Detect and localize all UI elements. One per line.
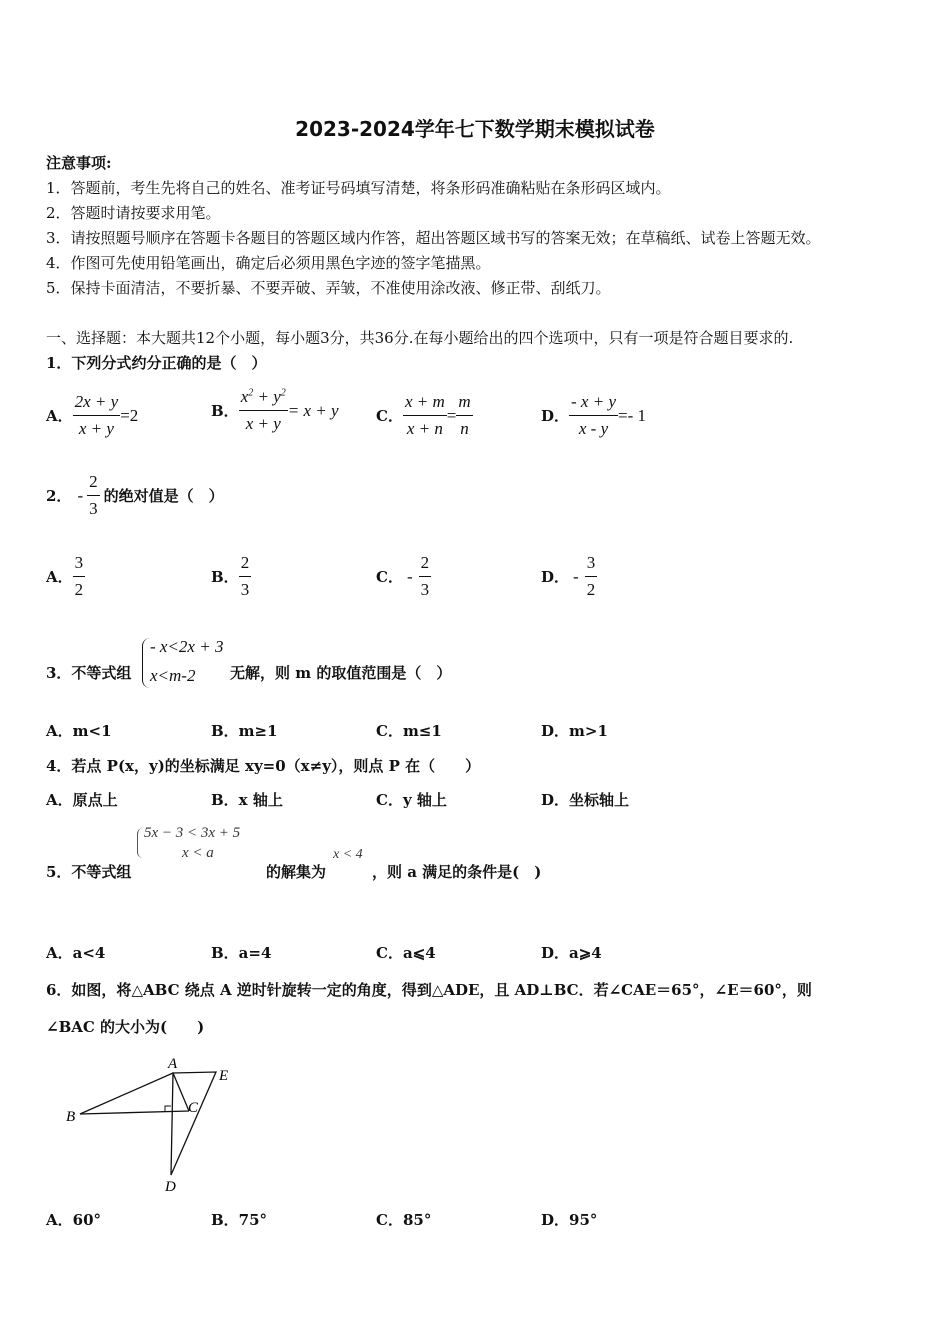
q5-ineq-1: 5x − 3 < 3x + 5 [144, 825, 241, 841]
fraction: $\frac{m}{n}$ [458, 392, 471, 438]
q5-option-d: D．a⩾4 [541, 944, 602, 962]
q4-stem: 4．若点 P(x，y)的坐标满足 xy=0（x≠y），则点 P 在（ ） [46, 757, 481, 775]
label-c: C [188, 1100, 199, 1116]
q5-stem-mid: 的解集为 [266, 863, 327, 881]
q2-option-b: B． $\frac{2}{3}$ [211, 553, 250, 599]
q6-option-b: B．75° [211, 1211, 268, 1229]
label-d: D [165, 1179, 176, 1195]
notice-item: 1．答题前，考生先将自己的姓名、准考证号码填写清楚，将条形码准确粘贴在条形码区域内。 [46, 179, 671, 197]
q6-option-a: A．60° [46, 1211, 102, 1229]
q6-option-d: D．95° [541, 1211, 598, 1229]
fraction: $\frac{2}{3}$ [89, 472, 98, 518]
q2-option-a: A． $\frac{3}{2}$ [46, 553, 84, 599]
q1-option-d: D． $\frac{- x + y}{x - y}$ =- 1 [541, 392, 646, 438]
q3-option-c: C．m≤1 [376, 722, 442, 740]
q5-solution: x < 4 [333, 847, 363, 862]
q5-stem-head: 5．不等式组 [46, 863, 132, 881]
q2-stem: 2． - $\frac{2}{3}$ 的绝对值是（ ） [46, 472, 224, 518]
notice-item: 2．答题时请按要求用笔。 [46, 204, 221, 222]
fraction: $\frac{2}{3}$ [240, 553, 250, 599]
fraction: $\frac{x^2 + y^2}{x + y}$ [240, 387, 286, 433]
fraction: $\frac{3}{2}$ [586, 553, 596, 599]
q5-option-a: A．a<4 [46, 944, 106, 962]
q5-ineq-2: x < a [182, 845, 214, 861]
q3-stem-tail: 无解，则 m 的取值范围是（ ） [230, 664, 452, 682]
option-label: B． [211, 402, 239, 420]
q5-option-c: C．a⩽4 [376, 944, 436, 962]
notice-item: 4．作图可先使用铅笔画出，确定后必须用黑色字迹的签字笔描黑。 [46, 254, 491, 272]
q2-option-c: C． - $\frac{2}{3}$ [376, 553, 430, 599]
triangle-ade [171, 1072, 216, 1175]
q6-option-c: C．85° [376, 1211, 432, 1229]
q1-stem: 1．下列分式约分正确的是（ ） [46, 354, 267, 372]
label-e: E [219, 1068, 229, 1084]
fraction: $\frac{3}{2}$ [74, 553, 84, 599]
q1-option-b: B． $\frac{x^2 + y^2}{x + y}$ = x + y [211, 387, 339, 433]
section-heading: 一、选择题：本大题共12个小题，每小题3分，共36分.在每小题给出的四个选项中，只有一项是符合题目要求的. [46, 329, 794, 347]
q5-option-b: B．a=4 [211, 944, 272, 962]
q6-stem-line1: 6．如图，将△ABC 绕点 A 逆时针旋转一定的角度，得到△ADE，且 AD⊥BC．若∠CAE＝65°，∠E＝60°，则 [46, 981, 812, 999]
q6-figure [60, 1050, 250, 1200]
page-title: 2023-2024学年七下数学期末模拟试卷 [295, 117, 655, 141]
fraction: $\frac{2x + y}{x + y}$ [74, 392, 119, 438]
q6-stem-line2: ∠BAC 的大小为( ) [46, 1018, 205, 1036]
option-label: C． [376, 407, 403, 425]
q2-option-d: D． - $\frac{3}{2}$ [541, 553, 596, 599]
q4-option-d: D．坐标轴上 [541, 791, 630, 809]
q3-ineq-1: - x<2x + 3 [150, 637, 224, 656]
fraction: $\frac{2}{3}$ [420, 553, 430, 599]
option-label: A． [46, 407, 73, 425]
q4-option-c: C．y 轴上 [376, 791, 447, 809]
q4-option-b: B．x 轴上 [211, 791, 283, 809]
q3-option-a: A．m<1 [46, 722, 112, 740]
q3-option-b: B．m≥1 [211, 722, 278, 740]
notice-heading: 注意事项: [46, 154, 112, 172]
notice-item: 3．请按照题号顺序在答题卡各题目的答题区域内作答，超出答题区域书写的答案无效；在草稿纸、试卷上答题无效。 [46, 229, 821, 247]
fraction: $\frac{- x + y}{x - y}$ [571, 392, 616, 438]
q4-option-a: A．原点上 [46, 791, 118, 809]
q1-option-c: C． $\frac{x + m}{x + n}$ = $\frac{m}{n}$ [376, 392, 471, 438]
label-b: B [66, 1109, 76, 1125]
q5-stem-tail: ，则 a 满足的条件是( ) [372, 863, 542, 881]
q3-option-d: D．m>1 [541, 722, 608, 740]
q3-stem-head: 3．不等式组 [46, 664, 132, 682]
option-label: D． [541, 407, 570, 425]
notice-item: 5．保持卡面清洁，不要折暴、不要弄破、弄皱，不准使用涂改液、修正带、刮纸刀。 [46, 279, 611, 297]
q5-brace [137, 828, 144, 858]
q3-ineq-2: x<m-2 [150, 666, 196, 685]
fraction: $\frac{x + m}{x + n}$ [404, 392, 445, 438]
label-a: A [168, 1056, 178, 1072]
q1-option-a: A． $\frac{2x + y}{x + y}$ =2 [46, 392, 139, 438]
